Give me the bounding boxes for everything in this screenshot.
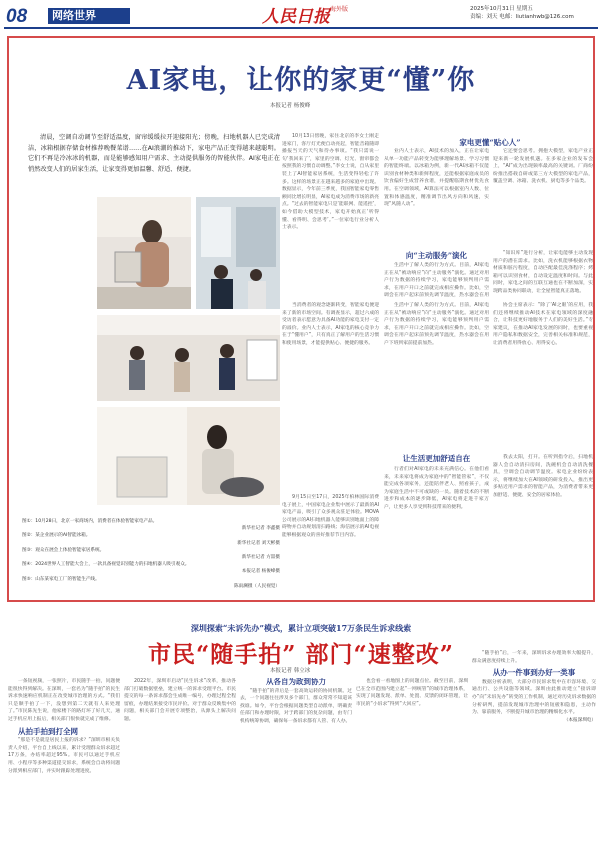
photo-3-image: [97, 315, 281, 402]
column-3b-text: 生活中了解人类的行为方式。目前，AI家电正在从“被动响应”向“主动服务”演化。通过对用户行为数据的持续学习，家电能够预判用户需求，在用户开口之前就完成相应操作。比如，空调会在用户起床前预先调节温度，热水器会在用: [384, 263, 489, 298]
column-5: [493, 250, 593, 298]
lower-right-column: [384, 466, 489, 594]
far-right-lower-column: [493, 454, 593, 594]
caption-list: [22, 518, 280, 590]
photo-3: [96, 314, 281, 402]
page-number: 08: [6, 6, 28, 27]
column-2: [282, 133, 379, 299]
article-intro: 清晨，空调自动调节至舒适温度，窗帘缓缓拉开迎接阳光；傍晚，扫地机器人已完成清洁，冰箱根据存储食材推荐晚餐菜谱……在AI浪潮的推动下，家电产品正变得越来越聪明。它们不再是冷冰冰的机器，而是能够感知用户需求、主动提供服务的智能伙伴。AI家电正在悄然改变人们的居家生活，让家变得更加温馨、舒适、便捷。: [28, 134, 280, 173]
header-rule: [4, 27, 598, 29]
edition-label: 海外版: [330, 6, 349, 13]
column-3: [384, 148, 489, 244]
section-heading-3: 让生活更加舒适自在: [402, 454, 471, 463]
masthead-logo: 人民日报: [262, 7, 330, 27]
column-4: [493, 148, 593, 244]
article-title: AI家电，让你的家更“懂”你: [126, 65, 476, 96]
article2-banner: 深圳探索“未诉先办”模式，累计立项突破17万条民生诉求线索: [190, 623, 412, 633]
article2-col1-lower: “那是不是就是居民上报的诉求？”深圳市相关负责人介绍，平台自上线以来，累计受理群众诉求超过17万条，办结率超过95%。市民可以通过手机应用、小程序等多种渠道提交诉求，系统会自动将问题分派到相应部门，并实时跟踪处理进度。: [8, 738, 120, 774]
article-byline: 本报记者 杨俊峰: [270, 103, 311, 109]
column-5-text: “知识库”进行分析，让家电能够主动发现用户的潜在需求。比如，洗衣机能够根据衣物材质和脏污程度，自动匹配最佳洗涤程序；烤箱可以识别食材，自动设定温度和时间。与此同时，家电之间的互联互通也在不断加深，实现跨品类协同联动，让全屋智能真正落地。: [493, 251, 593, 294]
article2-subhead-2: 从各自为政到协力: [266, 678, 326, 686]
article2-col3: [240, 678, 352, 860]
article2-subhead-3: 从办一件事到办好一类事: [492, 668, 576, 678]
lower-right-column-text: 行者们对AI家电的未来充满信心。在他们看来，未来家电将成为家庭中的“智能管家”，不仅能完成各项家务，还能陪伴老人、照看孩子，成为家庭生活中不可或缺的一员。随着技术的不断进步和成本的逐步降低，AI家电将走进千家万户，让更多人享受到科技带来的便利。: [384, 467, 489, 510]
article2-col1: [8, 678, 120, 860]
photo-1: [96, 196, 192, 310]
photo-4: [96, 406, 281, 506]
column-3-text: 业内人士表示，AI技术的加入，正在让家电从单一功能产品转变为能够理解场景、学习习惯的智能终端。以冰箱为例，新一代AI冰箱不仅能识别食材种类和新鲜程度，还能根据家庭成员的饮食偏好生成营养食谱，并提醒临期食材优先食用。在空调领域，AI算法可以根据室内人数、位置和体感温度，精准调节出风方向和风速，实现“风随人动”。: [384, 149, 489, 208]
photo-2-image: [196, 197, 281, 310]
editor-text: 责编：刘天 电邮：liutianhwb@126.com: [470, 14, 574, 20]
photo-2: [195, 196, 281, 310]
photo-4-image: [97, 407, 281, 506]
lower-left-column: [282, 494, 379, 594]
caption-2: 图②：某企业展示的AI智能冰箱。: [22, 533, 91, 539]
far-right-lower-column-text: 我去太阳，打开。在听到指令后，扫地机器人会自动清扫房间，洗碗机会自动清洗餐具，空调会自动调节温度。家电企业纷纷表示，将继续加大在AI领域的研发投入，推出更多贴近用户需求的智能产品，为消费者带来更加舒适、便捷、安全的居家体验。: [493, 455, 593, 498]
article2-col5-text: “随手拍”后，一年来，深圳诉求办理效率大幅提升，群众满意度持续上升。: [472, 651, 596, 664]
photo-1-image: [97, 197, 192, 310]
right-mid-column: [384, 302, 489, 450]
article2-col3-text: “随手拍”的背后是一套高效运转的协同机制。过去，一个问题往往涉及多个部门，群众常常不知道该找谁。如今，平台会根据问题类型自动派单，明确责任部门和办理时限，对于跨部门的复杂问题，由专门机构统筹协调，确保每一条诉求都有人管、有人办。: [240, 688, 352, 724]
credit-3: 新华社记者 方喆摄: [241, 555, 280, 561]
article2-col5b-text: 数据分析表明，大部分市民诉求集中在市容环境、交通出行、公共设施等领域。深圳由此推动建立“接诉即办”向“未诉先办”转变的工作机制，通过对历史诉求数据的分析研判，提前发现城市治理中的短板和隐患，主动作为、靠前服务，不断提升城市治理的精细化水平。: [472, 679, 596, 716]
article2-byline: 本报记者 韩立冰: [270, 668, 311, 674]
date-line: [470, 5, 598, 21]
caption-1: 图①：10月28日，北京一家商场内，消费者在体验智能家电产品。: [22, 519, 158, 524]
section-label: 网络世界: [48, 8, 130, 24]
far-right-mid-column: [493, 302, 593, 450]
caption-3: 图③：观众在展会上体验智能家居系统。: [22, 547, 105, 553]
right-mid-column-text: 生活中了解人类的行为方式。目前，AI家电正在从“被动响应”向“主动服务”演化。通过对用户行为数据的持续学习，家电能够预判用户需求，在用户开口之前就完成相应操作。比如，空调会在用户起床前预先调节温度，热水器会在用户下班到家前提前加热。: [384, 303, 489, 346]
credit-4: 本报记者 杨俊峰摄: [241, 569, 280, 575]
article2-sign: （本报深圳电）: [563, 717, 596, 723]
caption-4: 图④：2024世界人工智能大会上，一款具备视觉识别能力的扫地机器人吸引观众。: [22, 562, 190, 568]
article2-col5: [472, 650, 596, 860]
column-3b: [384, 262, 489, 298]
caption-5: 图⑤：山东某家电工厂的智能生产线。: [22, 576, 100, 582]
article2-subhead-1: 从拍手拍到打全网: [18, 726, 78, 736]
credit-1: 新华社记者 李鑫摄: [241, 526, 280, 532]
mid-column-text: 当消费者的观念逐渐转变，智能家电便迎来了新的市场空间。有调查显示，超过六成的受访者表示愿意为具备AI功能的家电支付一定的溢价。业内人士表示，AI家电的核心竞争力在于“懂用户”，只有真正了解用户的生活习惯和使用场景，才能提供贴心、便捷的服务。: [282, 303, 379, 346]
column-4-text: 它还要会思考。拥抱大模型，家电产业正迎来新一轮发展机遇。在多家企业的发布会上，“AI”成为出现频率最高的关键词。厂商纷纷推出搭载自研或第三方大模型的家电产品，覆盖空调、冰箱、洗衣机、厨电等多个品类。: [493, 149, 593, 185]
article2-title: 市民“随手拍” 部门“速整改”: [148, 641, 454, 668]
article2-col4-text: 也会看一看地图上的问题点位。截至目前，深圳已在全市范围内建立起“一网统管”的城市治理体系，实现了问题发现、派单、处置、反馈的闭环管理，让市民的“小诉求”得到“大回应”。: [356, 679, 468, 707]
section-heading-1: 家电更懂“贴心人”: [459, 138, 521, 147]
article2-col2: [124, 678, 236, 860]
section-heading-2: 向“主动服务”演化: [405, 251, 468, 260]
credit-2: 新华社记者 刘天彬摄: [237, 540, 280, 546]
article2-col2-text: 2022年，深圳市启动“民生诉求”改革，推动各部门打破数据壁垒，建立统一的诉求受理平台。市民提交的每一条诉求都会生成唯一编号，办理过程全程留痕，办理结果接受市民评价。对于群众反映集中的问题，相关部门会开展专项整治，从源头上解决问题。: [124, 679, 236, 722]
article2-col4: [356, 678, 468, 860]
mid-column: [282, 302, 379, 490]
lower-left-column-text: 9月15日至17日，2025年柏林国际消费电子展上，中国家电企业集中展示了最新的AI家电产品，吸引了众多观众驻足体验。MOVA公司展示的AI扫地机器人能够识别地面上的障碍物并自动规划清扫路线；海信展示的AI电视能够根据观众的喜好推荐节目内容。: [282, 495, 379, 538]
credit-5: 陈雨澜摄（人民视觉）: [234, 583, 280, 589]
article2-lead: 一条短视频，一张照片，市民随手一拍，问题便能很快得到解决。在深圳，一套名为“随手拍”的民生诉求快速响应机制正在改变城市治理的方式。“我们只是顺手拍了一下，没想到第二天就有人来处理了。”市民陈先生说，他家楼下的路灯坏了好几天，通过手机应用上报后，相关部门很快就完成了维修。: [8, 679, 120, 722]
far-right-mid-column-text: 协会主席表示：“除了‘AI之眼’的应用，我们还将继续推动AI技术在家电领域的深度融合，让科技更好地服务于人们的美好生活。”专家建议，在推动AI家电发展的同时，也要重视用户隐私和数据安全，完善相关标准和规范，让消费者用得放心、用得安心。: [493, 303, 593, 346]
column-2-text: 10月13日傍晚，家住北京的李女士刚走进家门，客厅灯光便自动亮起，智能音箱随即播报当天的天气和待办事项。“我只需说一句‘我回来了’，家里的空调、灯光、窗帘都会按照我的习惯自动调整。”李女士说，自从家里装上了AI智能家居系统，生活变得轻松了许多。这样的场景正在越来越多的家庭中出现。数据显示，今年前三季度，我国智能家电零售额同比增长明显，AI家电成为消费市场的新亮点。“过去的智能家电只是‘能联网、能遥控’，如今借助大模型技术，家电开始真正‘听得懂、看得明、会思考’。”一位家电行业分析人士表示。: [282, 134, 379, 231]
date-text: 2025年10月31日 星期五: [470, 6, 533, 12]
